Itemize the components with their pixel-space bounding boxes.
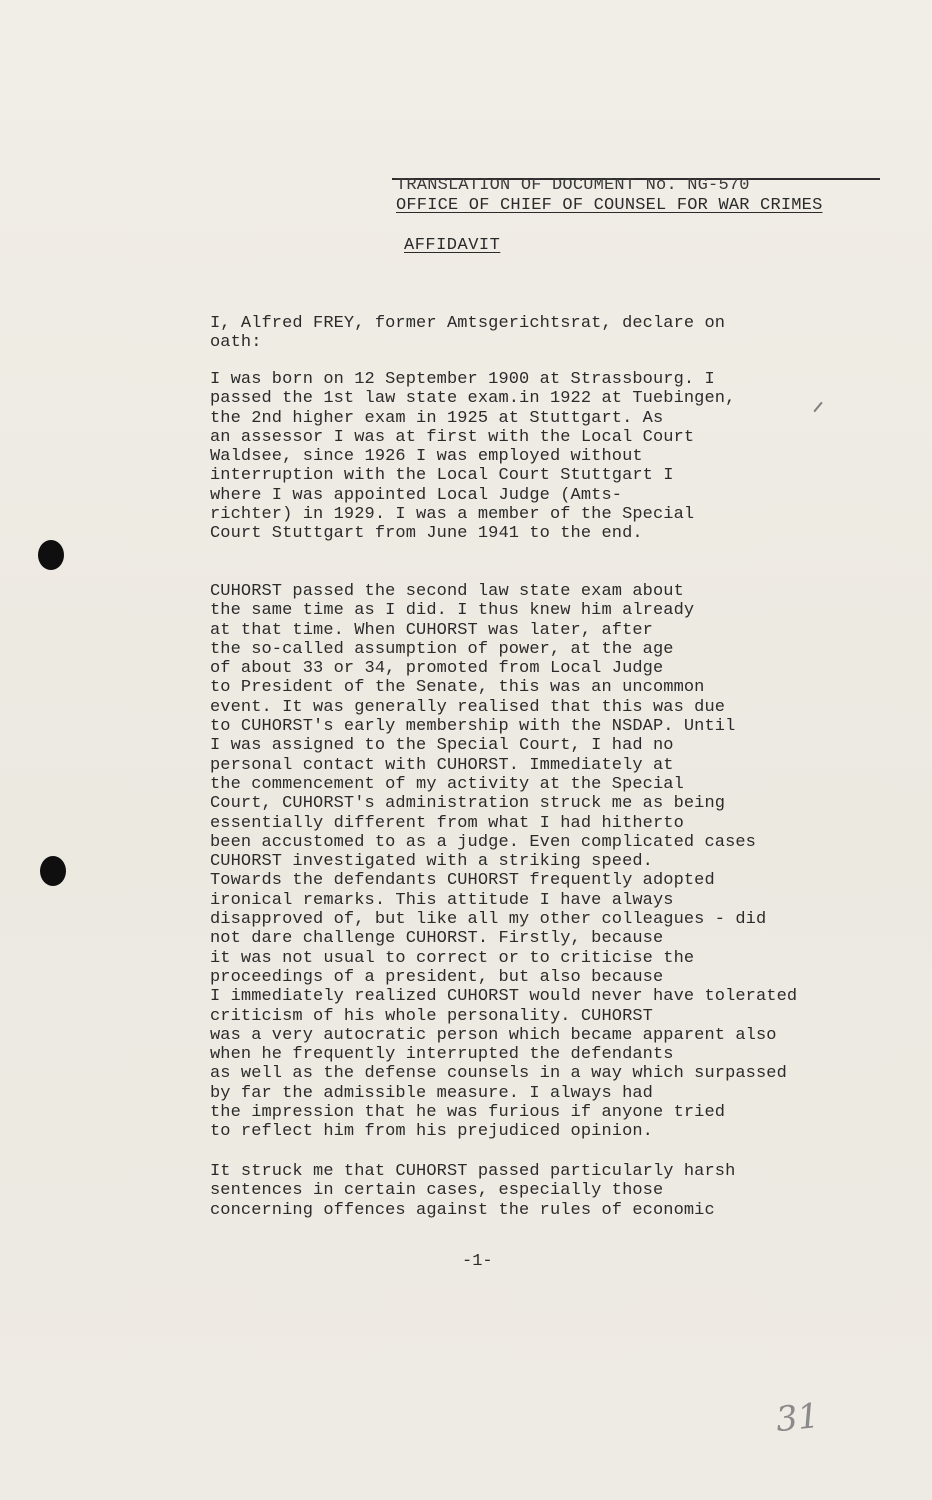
text-line: at that time. When CUHORST was later, after xyxy=(210,620,653,640)
text-line: Waldsee, since 1926 I was employed without xyxy=(210,447,643,467)
text-line: to CUHORST's early membership with the NSDAP. Until xyxy=(210,717,736,737)
text-line: as well as the defense counsels in a way which surpassed xyxy=(210,1064,787,1084)
paragraph-declaration xyxy=(210,314,890,353)
text-line: I was born on 12 September 1900 at Strassbourg. I xyxy=(210,370,715,389)
text-line: been accustomed to as a judge. Even complicated cases xyxy=(210,832,756,852)
paragraph-cuhorst-conduct xyxy=(210,582,890,1142)
text-line: sentences in certain cases, especially those xyxy=(210,1181,664,1201)
text-line: essentially different from what I had hitherto xyxy=(210,813,684,833)
text-line: proceedings of a president, but also because xyxy=(210,967,664,987)
header-translation-line: TRANSLATION OF DOCUMENT No. NG-570 xyxy=(396,176,750,195)
text-line: personal contact with CUHORST. Immediately at xyxy=(210,755,674,775)
paragraph-biography xyxy=(210,370,890,544)
text-line: concerning offences against the rules of economic xyxy=(210,1200,715,1220)
text-line: ironical remarks. This attitude I have always xyxy=(210,890,674,910)
text-line: interruption with the Local Court Stuttgart I xyxy=(210,466,674,486)
text-line: disapproved of, but like all my other colleagues - did xyxy=(210,910,767,930)
text-line: the 2nd higher exam in 1925 at Stuttgart. As xyxy=(210,408,664,428)
text-line: Court, CUHORST's administration struck me as being xyxy=(210,794,726,814)
handwritten-page-annotation: 31 xyxy=(774,1395,822,1441)
text-line: was a very autocratic person which became apparent also xyxy=(210,1025,777,1045)
text-line: of about 33 or 34, promoted from Local Judge xyxy=(210,659,664,679)
document-header xyxy=(396,176,822,216)
text-line: not dare challenge CUHORST. Firstly, because xyxy=(210,929,664,949)
header-office-line: OFFICE OF CHIEF OF COUNSEL FOR WAR CRIMES xyxy=(396,196,823,215)
text-line: it was not usual to correct or to criticise the xyxy=(210,948,695,968)
text-line: criticism of his whole personality. CUHORST xyxy=(210,1006,653,1026)
text-line: CUHORST passed the second law state exam about xyxy=(210,582,684,601)
paragraph-sentences xyxy=(210,1162,890,1220)
text-line: I, Alfred FREY, former Amtsgerichtsrat, declare on xyxy=(210,314,726,333)
text-line: where I was appointed Local Judge (Amts- xyxy=(210,485,623,505)
punch-hole xyxy=(40,856,66,886)
text-line: the same time as I did. I thus knew him already xyxy=(210,601,695,621)
text-line: to reflect him from his prejudiced opinion. xyxy=(210,1122,653,1142)
text-line: richter) in 1929. I was a member of the Special xyxy=(210,505,695,525)
text-line: oath: xyxy=(210,333,262,353)
text-line: the commencement of my activity at the Special xyxy=(210,774,684,794)
text-line: the impression that he was furious if anyone tried xyxy=(210,1103,726,1123)
affidavit-title: AFFIDAVIT xyxy=(404,236,501,255)
text-line: by far the admissible measure. I always had xyxy=(210,1083,653,1103)
text-line: Towards the defendants CUHORST frequently adopted xyxy=(210,871,715,891)
text-line: It struck me that CUHORST passed particularly harsh xyxy=(210,1162,736,1181)
text-line: an assessor I was at first with the Local Court xyxy=(210,427,695,447)
text-line: the so-called assumption of power, at the age xyxy=(210,639,674,659)
page-number: -1- xyxy=(462,1252,493,1271)
text-line: to President of the Senate, this was an uncommon xyxy=(210,678,705,698)
text-line: I immediately realized CUHORST would never have tolerated xyxy=(210,987,798,1007)
text-line: when he frequently interrupted the defendants xyxy=(210,1045,674,1065)
text-line: event. It was generally realised that this was due xyxy=(210,697,726,717)
text-line: I was assigned to the Special Court, I had no xyxy=(210,736,674,756)
text-line: passed the 1st law state exam.in 1922 at Tuebingen, xyxy=(210,389,736,409)
text-line: Court Stuttgart from June 1941 to the end. xyxy=(210,524,643,544)
punch-hole xyxy=(38,540,64,570)
text-line: CUHORST investigated with a striking speed. xyxy=(210,852,653,872)
